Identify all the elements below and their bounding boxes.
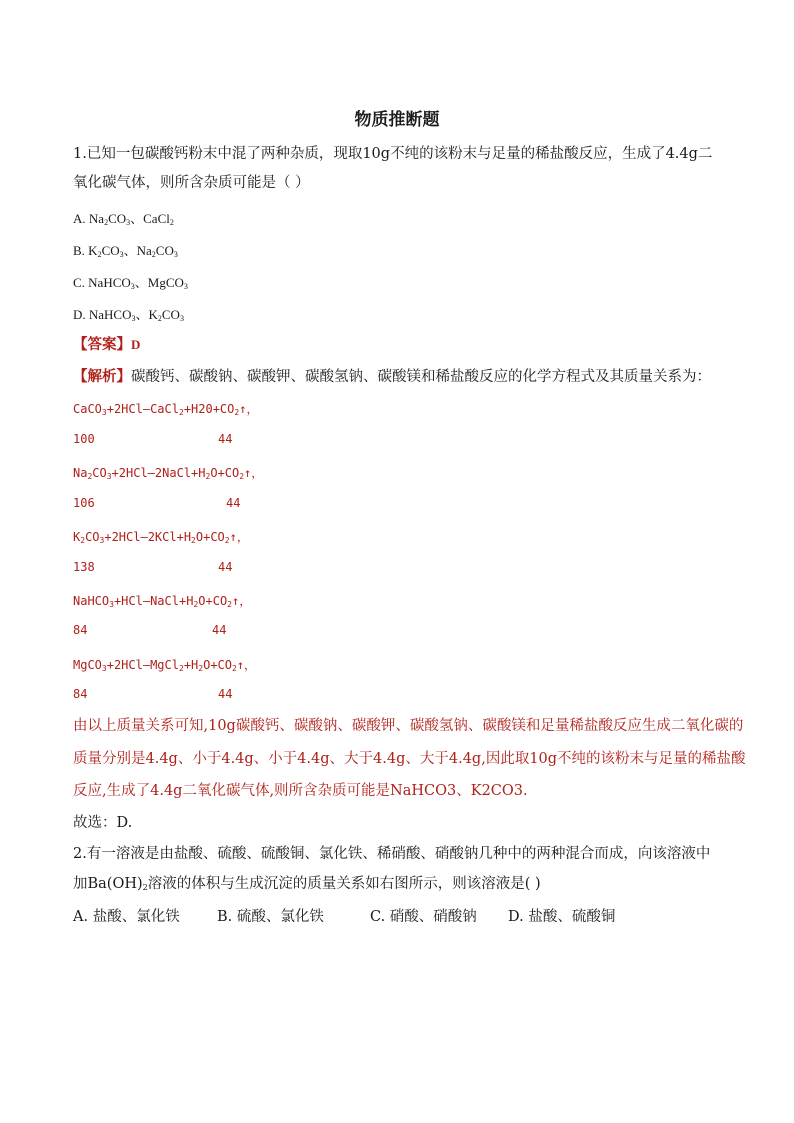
q1-option-b: B. $K_2CO_3$、$Na_2CO_3$: [73, 243, 178, 259]
q2-option-d: D. 盐酸、硫酸铜: [508, 909, 616, 925]
equation-caco3: $CaCO_3+2HCl—CaCl_2+H20+CO_2↑$，: [73, 402, 259, 417]
q2-stem-line2: 加$Ba(OH)_2$溶液的体积与生成沉淀的质量关系如右图所示，则该溶液是( ): [73, 876, 541, 892]
q1-conclusion-line2: 质量分别是4.4g、小于4.4g、小于4.4g、大于4.4g、大于4.4g,因此取10g不纯的该粉末与足量的稀盐酸: [73, 751, 746, 767]
equation-mgco3: $MgCO_3+2HCl—MgCl_2+H_2O+CO_2↑$，: [73, 658, 257, 673]
mass-caco3: 100: [73, 432, 95, 446]
q1-analysis-intro: 【解析】碳酸钙、碳酸钠、碳酸钾、碳酸氢钠、碳酸镁和稀盐酸反应的化学方程式及其质量关系为：: [73, 368, 711, 385]
mass-na2co3: 106: [73, 496, 95, 510]
q2-option-b: B. 硫酸、氯化铁: [217, 909, 324, 925]
mass-co2: 44: [218, 687, 233, 701]
q1-conclusion-line1: 由以上质量关系可知,10g碳酸钙、碳酸钠、碳酸钾、碳酸氢钠、碳酸镁和足量稀盐酸反应生成二氧化碳的: [73, 718, 744, 734]
q1-option-c: C. NaHCO$_3$、MgCO$_3$: [73, 275, 188, 291]
q1-final-choice: 故选：D.: [73, 815, 133, 831]
mass-co2: 44: [226, 496, 241, 510]
q1-option-a: A. $Na_2CO_3$、CaCl$_2$: [73, 211, 174, 227]
q1-stem-line1: 1.已知一包碳酸钙粉末中混了两种杂质，现取10g不纯的该粉末与足量的稀盐酸反应，生成了4.4g二: [73, 146, 713, 162]
q2-option-a: A. 盐酸、氯化铁: [73, 909, 180, 925]
q1-option-d: D. NaHCO$_3$、$K_2CO_3$: [73, 307, 184, 323]
mass-mgco3: 84: [73, 687, 88, 701]
mass-co2: 44: [218, 432, 233, 446]
mass-co2: 44: [218, 560, 233, 574]
q1-stem-line2: 氧化碳气体，则所含杂质可能是（ ）: [73, 175, 310, 191]
mass-nahco3: 84: [73, 623, 88, 637]
equation-nahco3: $NaHCO_3+HCl—NaCl+H_2O+CO_2↑$，: [73, 594, 252, 609]
q1-conclusion-line3: 反应,生成了4.4g二氧化碳气体,则所含杂质可能是NaHCO3、K2CO3.: [73, 783, 528, 799]
q2-stem-line1: 2.有一溶液是由盐酸、硫酸、硫酸铜、氯化铁、稀硝酸、硝酸钠几种中的两种混合而成，向该溶液中: [73, 846, 711, 862]
q1-answer: 【答案】D: [73, 336, 141, 353]
mass-k2co3: 138: [73, 560, 95, 574]
mass-co2: 44: [212, 623, 227, 637]
q2-option-c: C. 硝酸、硝酸钠: [370, 909, 477, 925]
equation-na2co3: $Na_2CO_3+2HCl—2NaCl+H_2O+CO_2↑$，: [73, 466, 264, 481]
page-title: 物质推断题: [354, 110, 440, 130]
equation-k2co3: $K_2CO_3+2HCl—2KCl+H_2O+CO_2↑$，: [73, 530, 249, 545]
